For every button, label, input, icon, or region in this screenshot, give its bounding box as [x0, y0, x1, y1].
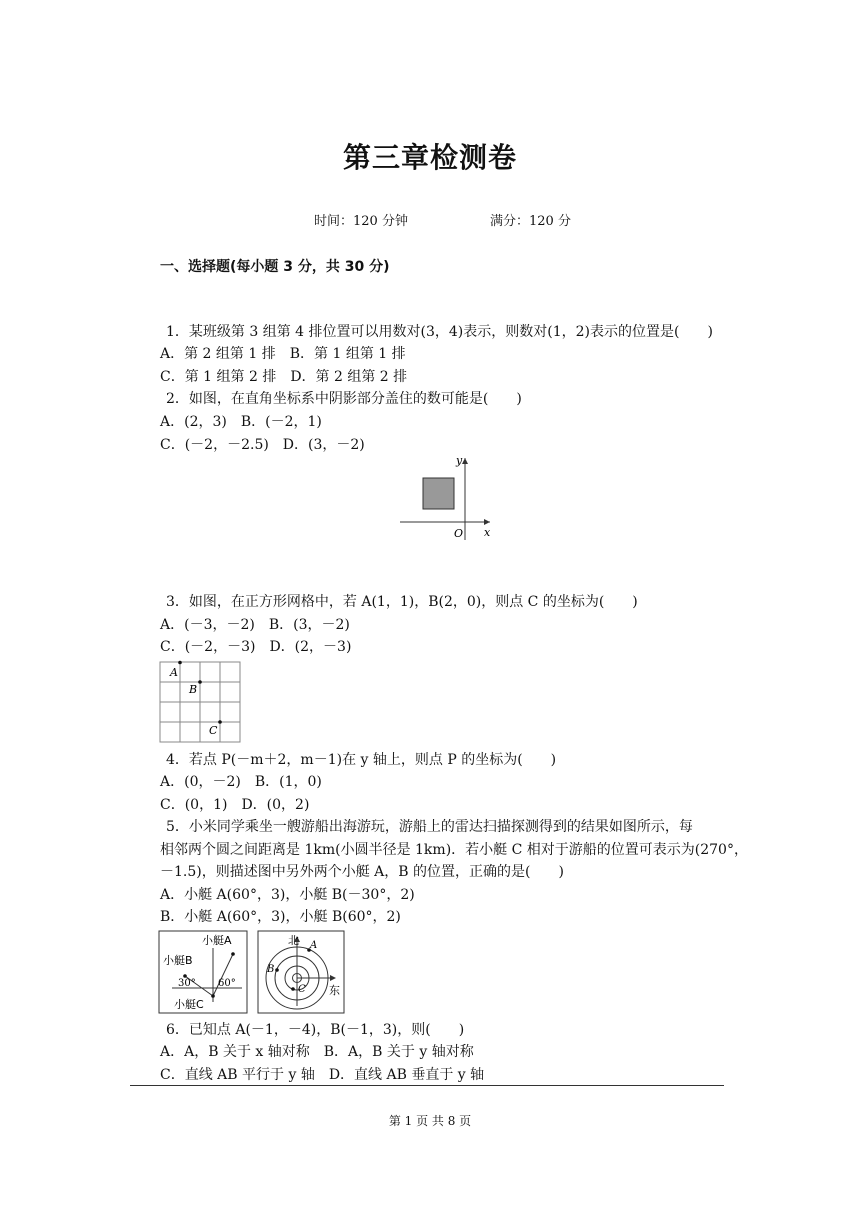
time-info: 时间：120 分钟 [314, 214, 408, 229]
radar-point-b-label: B [267, 964, 275, 975]
origin-label: O [454, 527, 464, 540]
section-heading: 一、选择题(每小题 3 分，共 30 分) [160, 259, 390, 275]
question-6: 6．已知点 A(－1，－4)，B(－1，3)，则( ) [166, 1022, 465, 1038]
radar-figure [257, 930, 345, 1014]
point-c-label: C [209, 724, 218, 737]
boat-b-label: 小艇B [163, 954, 193, 967]
radar-point-c-label: C [298, 984, 306, 995]
question-5-option-a: A．小艇 A(60°，3)，小艇 B(－30°，2) [160, 887, 415, 903]
question-3: 3．如图，在正方形网格中，若 A(1，1)，B(2，0)，则点 C 的坐标为( ) [166, 594, 638, 610]
question-5-line-1: 5．小米同学乘坐一艘游船出海游玩，游船上的雷达扫描探测得到的结果如图所示，每 [166, 819, 693, 835]
angle-60-label: 60° [218, 978, 236, 989]
question-3-options-ab: A．(－3，－2) B．(3，－2) [160, 617, 350, 633]
north-label: 北 [288, 934, 299, 947]
y-axis-label: y [456, 454, 463, 467]
question-4-options-ab: A．(0，－2) B．(1，0) [160, 774, 322, 790]
east-label: 东 [329, 984, 340, 997]
question-2-options-ab: A．(2，3) B．(－2，1) [160, 414, 322, 430]
question-4: 4．若点 P(－m＋2，m－1)在 y 轴上，则点 P 的坐标为( ) [166, 752, 557, 768]
question-5-line-2: 相邻两个圆之间距离是 1km(小圆半径是 1km)．若小艇 C 相对于游船的位置可表示为(270°， [160, 842, 748, 858]
question-1-options-cd: C．第 1 组第 2 排 D．第 2 组第 2 排 [160, 369, 408, 385]
shaded-square [423, 478, 454, 509]
angle-30-label: 30° [178, 978, 196, 989]
question-4-options-cd: C．(0，1) D．(0，2) [160, 797, 310, 813]
x-axis-label: x [484, 526, 491, 539]
footer-divider [130, 1085, 724, 1086]
question-3-options-cd: C．(－2，－3) D．(2，－3) [160, 639, 352, 655]
radar-point-a-label: A [310, 940, 318, 951]
boat-a-label: 小艇A [202, 934, 232, 947]
point-b-label: B [189, 683, 198, 696]
question-6-options-ab: A．A，B 关于 x 轴对称 B．A，B 关于 y 轴对称 [160, 1044, 474, 1060]
question-2-options-cd: C．(－2，－2.5) D．(3，－2) [160, 437, 365, 453]
grid-figure [158, 660, 242, 744]
question-2: 2．如图，在直角坐标系中阴影部分盖住的数可能是( ) [166, 391, 522, 407]
score-info: 满分：120 分 [490, 214, 571, 229]
question-6-options-cd: C．直线 AB 平行于 y 轴 D．直线 AB 垂直于 y 轴 [160, 1067, 485, 1083]
page-title: 第三章检测卷 [342, 141, 517, 174]
question-1: 1．某班级第 3 组第 4 排位置可以用数对(3，4)表示，则数对(1，2)表示的位置是( ) [166, 324, 713, 340]
page-number: 第 1 页 共 8 页 [388, 1114, 472, 1128]
boat-c-label: 小艇C [174, 998, 204, 1011]
boat-angle-figure [158, 930, 248, 1014]
question-5-option-b: B．小艇 A(60°，3)，小艇 B(60°，2) [160, 909, 401, 925]
point-a-label: A [170, 666, 178, 679]
coordinate-figure [395, 450, 500, 545]
question-1-options-ab: A．第 2 组第 1 排 B．第 1 组第 1 排 [160, 346, 406, 362]
question-5-line-3: －1.5)，则描述图中另外两个小艇 A，B 的位置，正确的是( ) [160, 864, 564, 880]
